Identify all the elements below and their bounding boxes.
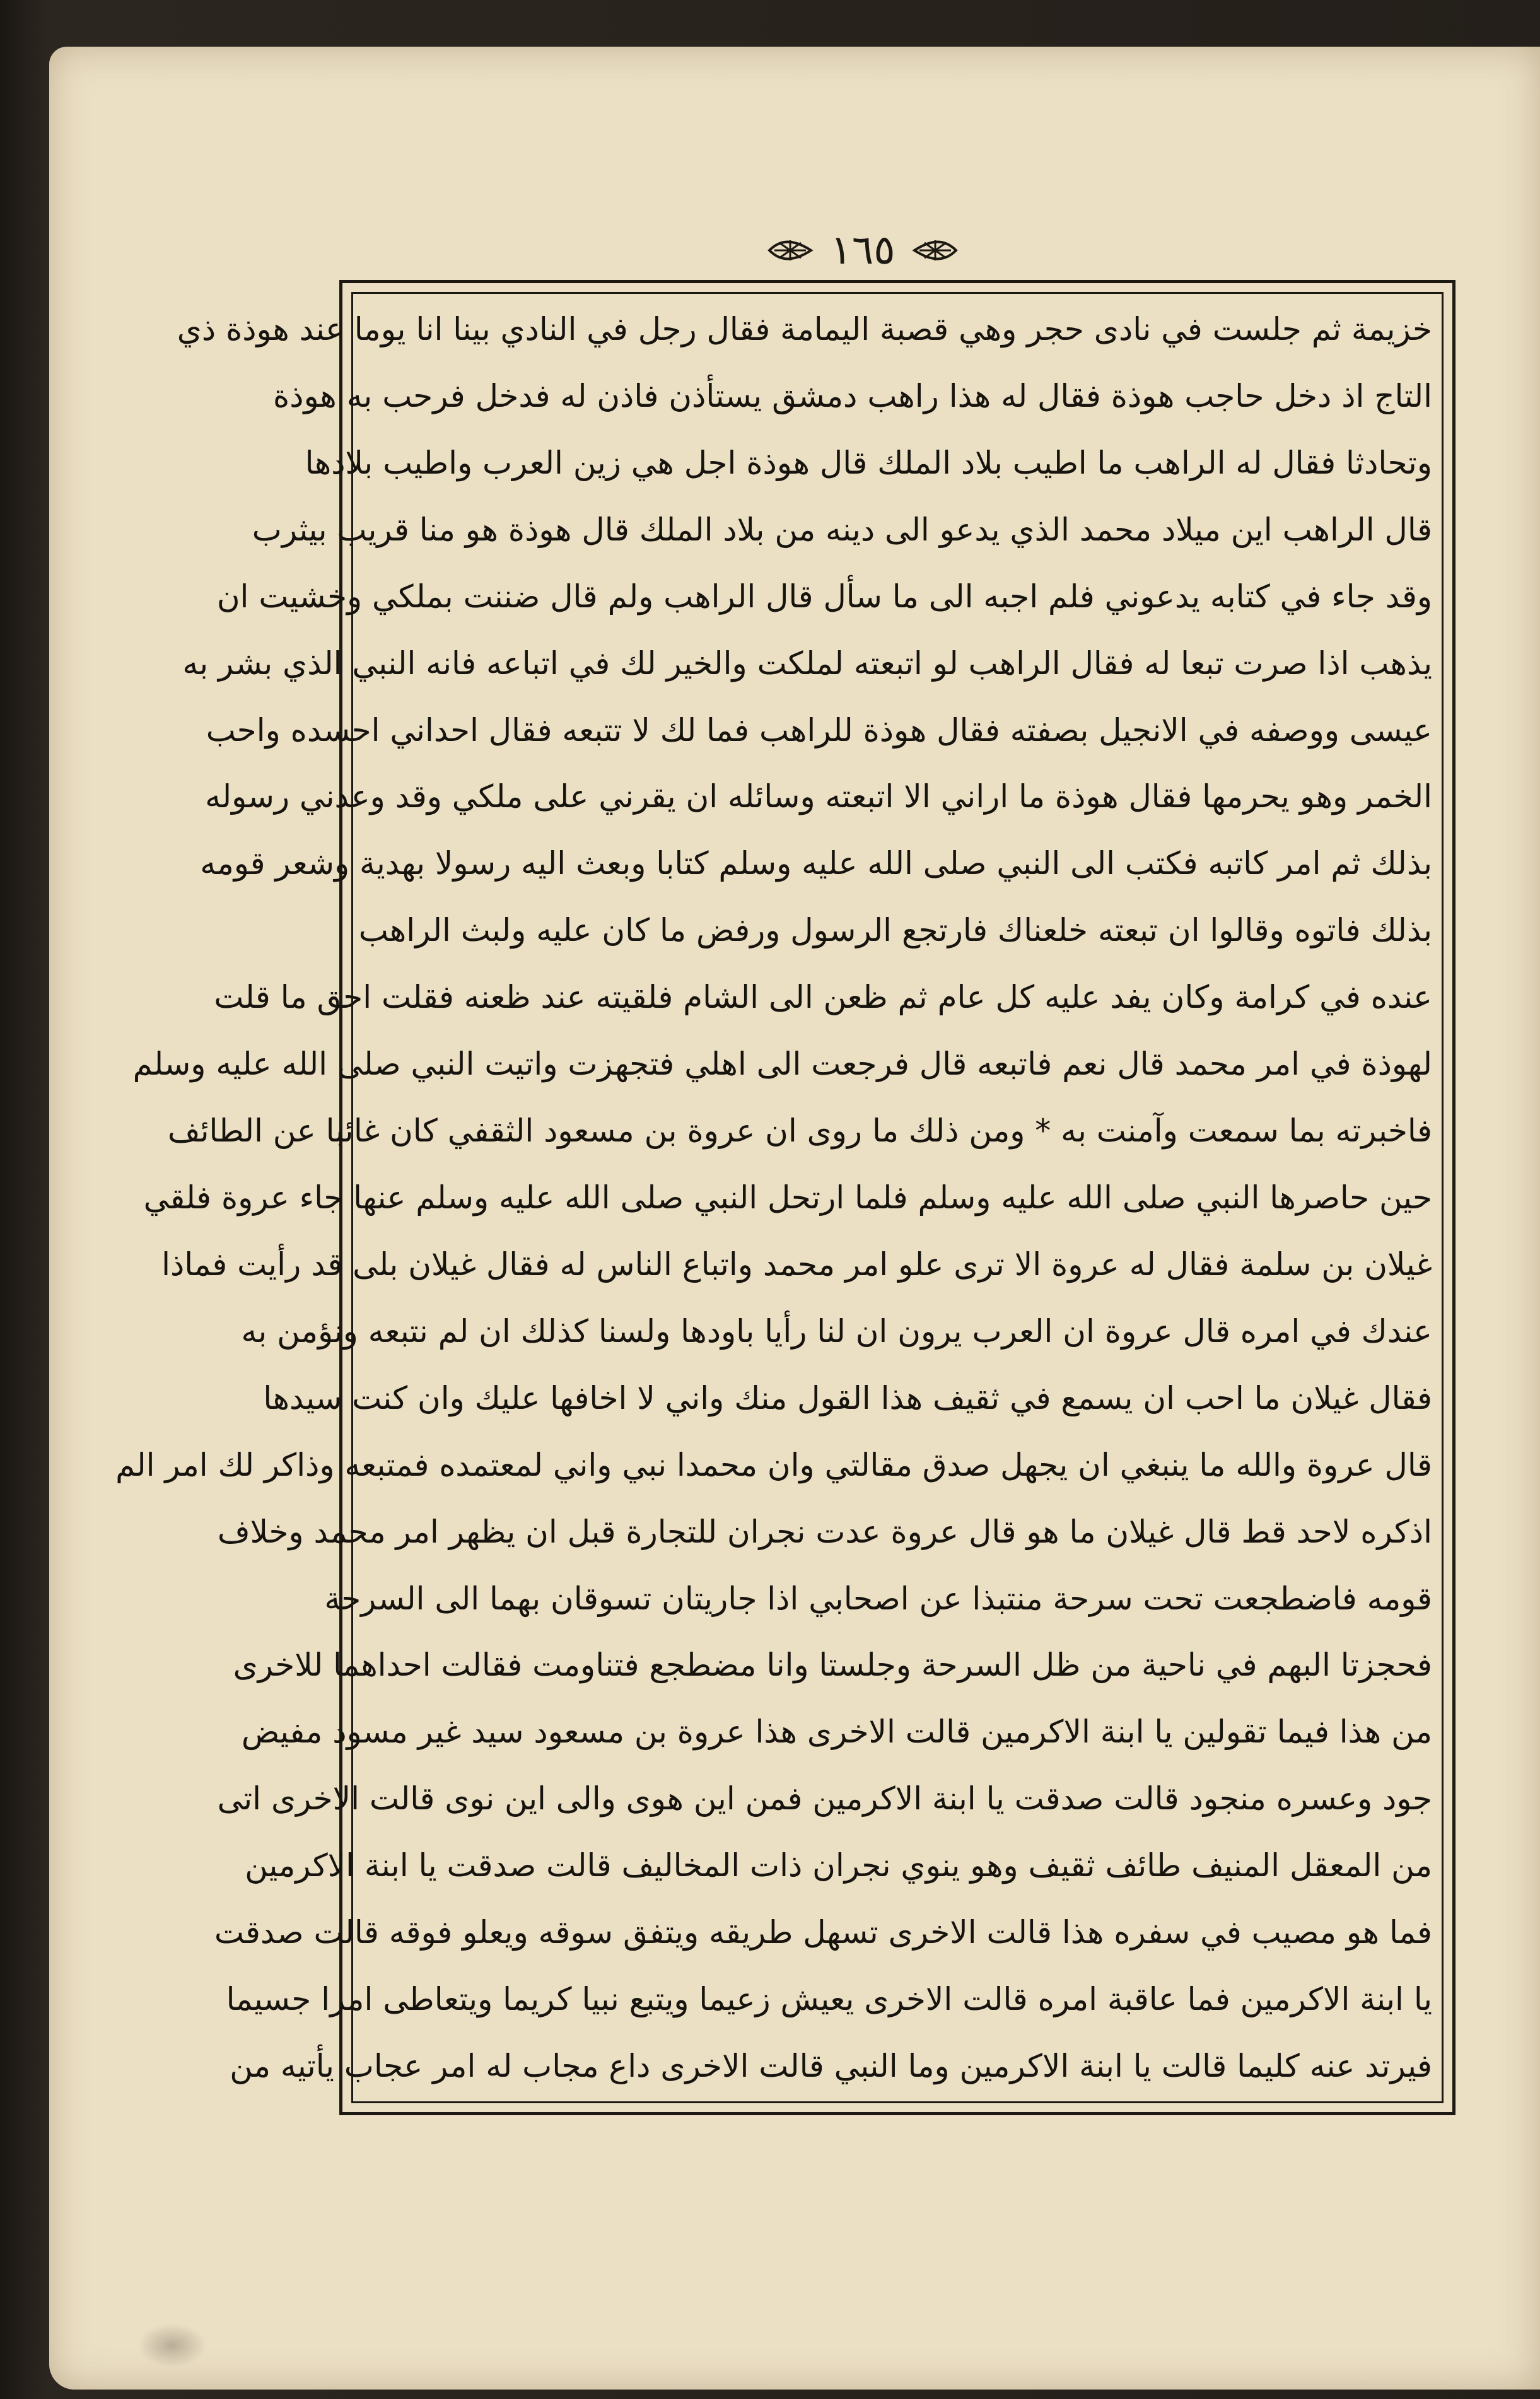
text-line: من المعقل المنيف طائف ثقيف وهو ينوي نجران ذات المخاليف قالت صدقت يا ابنة الاكرمين xyxy=(245,1847,1432,1884)
body-text xyxy=(115,301,1432,2094)
page-header xyxy=(743,222,983,279)
text-line: عندك في امره قال عروة ان العرب يرون ان لنا رأيا باودها ولسنا كذلك ان لم نتبعه ونؤمن به xyxy=(241,1312,1432,1350)
text-line: وقد جاء في كتابه يدعوني فلم اجبه الى ما سأل قال الراهب ولم قال ضننت بملكي وخشيت ان xyxy=(216,578,1432,615)
text-line: قال الراهب اين ميلاد محمد الذي يدعو الى دينه من بلاد الملك قال هوذة هو منا قريب بيثرب xyxy=(252,511,1432,548)
text-line: غيلان بن سلمة فقال له عروة الا ترى علو امر محمد واتباع الناس له فقال غيلان بلى قد رأيت فماذا xyxy=(161,1246,1432,1283)
text-line: فما هو مصيب في سفره هذا قالت الاخرى تسهل طريقه ويتفق سوقه ويعلو فوقه قالت صدقت xyxy=(214,1914,1432,1951)
text-line: فقال غيلان ما احب ان يسمع في ثقيف هذا القول منك واني لا اخافها عليك وان كنت سيدها xyxy=(263,1379,1432,1416)
text-line: فحجزتا البهم في ناحية من ظل السرحة وجلستا وانا مضطجع فتناومت فقالت احداهما للاخرى xyxy=(233,1647,1432,1684)
text-line: يا ابنة الاكرمين فما عاقبة امره قالت الاخرى يعيش زعيما ويتبع نبيا كريما ويتعاطى امرا جسيما xyxy=(226,1981,1432,2018)
text-line: الخمر وهو يحرمها فقال هوذة ما اراني الا اتبعته وسائله ان يقرني على ملكي وقد وعدني رسوله xyxy=(205,778,1432,815)
text-line: من هذا فيما تقولين يا ابنة الاكرمين قالت الاخرى هذا عروة بن مسعود سيد غير مسود مفيض xyxy=(241,1713,1432,1751)
text-line: يذهب اذا صرت تبعا له فقال الراهب لو اتبعته لملكت والخير لك في اتباعه فانه النبي الذي بشر به xyxy=(182,645,1432,682)
text-line: بذلك ثم امر كاتبه فكتب الى النبي صلى الله عليه وسلم كتابا وبعث اليه رسولا بهدية وشعر قومه xyxy=(200,845,1432,882)
text-line: قال عروة والله ما ينبغي ان يجهل صدق مقالتي وان محمدا نبي واني لمعتمده فمتبعه وذاكر لك امر الم xyxy=(115,1446,1432,1483)
text-line: عيسى ووصفه في الانجيل بصفته فقال هوذة للراهب فما لك لا تتبعه فقال احداني احسده واحب xyxy=(206,711,1432,749)
page-number: ١٦٥ xyxy=(830,227,895,274)
text-line: عنده في كرامة وكان يفد عليه كل عام ثم ظعن الى الشام فلقيته عند ظعنه فقلت احق ما قلت xyxy=(214,979,1432,1016)
paper-stain xyxy=(137,2323,207,2367)
text-line: وتحادثا فقال له الراهب ما اطيب بلاد الملك قال هوذة اجل هي زين العرب واطيب بلادها xyxy=(305,444,1432,481)
text-frame xyxy=(115,280,1455,2115)
right-ornament-icon xyxy=(913,236,957,264)
left-ornament-icon xyxy=(768,236,812,264)
text-line: فاخبرته بما سمعت وآمنت به * ومن ذلك ما روى ان عروة بن مسعود الثقفي كان غائبا عن الطائف xyxy=(167,1112,1432,1150)
text-line: حين حاصرها النبي صلى الله عليه وسلم فلما ارتحل النبي صلى الله عليه وسلم عنها جاء عروة فلقي xyxy=(143,1179,1432,1216)
text-line: بذلك فاتوه وقالوا ان تبعته خلعناك فارتجع الرسول ورفض ما كان عليه ولبث الراهب xyxy=(358,912,1432,949)
text-line: اذكره لاحد قط قال غيلان ما هو قال عروة عدت نجران للتجارة قبل ان يظهر امر محمد وخلاف xyxy=(217,1513,1432,1550)
text-line: فيرتد عنه كليما قالت يا ابنة الاكرمين وما النبي قالت الاخرى داع مجاب له امر عجاب يأتيه من xyxy=(230,2047,1432,2084)
text-line: جود وعسره منجود قالت صدقت يا ابنة الاكرمين فمن اين هوى والى اين نوى قالت الاخرى اتى xyxy=(217,1780,1432,1818)
text-line: التاج اذ دخل حاجب هوذة فقال له هذا راهب دمشق يستأذن فاذن له فدخل فرحب به هوذة xyxy=(273,377,1432,414)
text-line: خزيمة ثم جلست في نادى حجر وهي قصبة اليمامة فقال رجل في النادي بينا انا يوما عند هوذة ذي xyxy=(177,311,1432,347)
book-page xyxy=(49,47,1540,2390)
text-line: لهوذة في امر محمد قال نعم فاتبعه قال فرجعت الى اهلي فتجهزت واتيت النبي صلى الله عليه وسلم xyxy=(132,1046,1432,1083)
text-line: قومه فاضطجعت تحت سرحة منتبذا عن اصحابي اذا جاريتان تسوقان بهما الى السرحة xyxy=(324,1580,1432,1617)
